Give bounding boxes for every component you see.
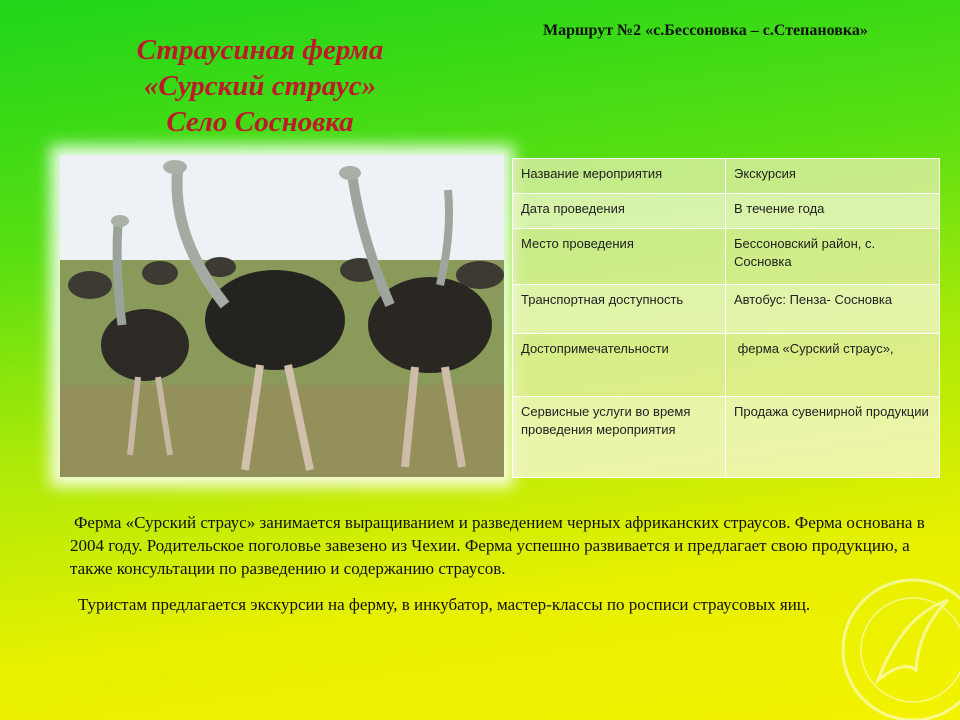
table-cell-label: Сервисные услуги во время проведения мероприятия	[513, 397, 726, 478]
route-heading: Маршрут №2 «с.Бессоновка – с.Степановка»	[543, 22, 868, 39]
table-cell-label: Место проведения	[513, 228, 726, 284]
table-cell-value: Продажа сувенирной продукции	[726, 397, 940, 478]
farm-description-text: Ферма «Сурский страус» занимается выращиванием и разведением черных африканских страусов. Ферма основана в 2004 году. Родительское поголовье завезено из Чехии. Ферма успешно развивается и предлагает свою продукцию, а также консультации по разведению и содержанию страусов.	[70, 513, 925, 578]
table-cell-value: Экскурсия	[726, 159, 940, 194]
title-line-1: Страусиная ферма	[136, 34, 384, 66]
table-cell-value: Автобус: Пенза- Сосновка	[726, 285, 940, 334]
table-cell-value: Бессоновский район, с. Сосновка	[726, 228, 940, 284]
table-row	[513, 228, 940, 284]
tourist-offer-text: Туристам предлагается экскурсии на ферму, в инкубатор, мастер-классы по росписи страусовых яиц.	[78, 595, 811, 614]
page-title	[90, 32, 430, 140]
table-row	[513, 159, 940, 194]
table-row	[513, 285, 940, 334]
table-row	[513, 334, 940, 397]
title-line-3: Село Сосновка	[166, 106, 354, 138]
table-cell-value: ферма «Сурский страус»,	[726, 334, 940, 397]
table-row	[513, 397, 940, 478]
table-cell-value: В течение года	[726, 193, 940, 228]
ostrich-photo	[60, 155, 504, 477]
farm-description	[70, 511, 940, 580]
table-cell-label: Название мероприятия	[513, 159, 726, 194]
title-line-2: «Сурский страус»	[143, 70, 377, 102]
table-row	[513, 193, 940, 228]
table-cell-label: Транспортная доступность	[513, 285, 726, 334]
watermark-emblem-icon	[818, 560, 960, 720]
event-info-table	[512, 158, 940, 478]
tourist-offer	[70, 593, 940, 616]
table-cell-label: Дата проведения	[513, 193, 726, 228]
table-cell-label: Достопримечательности	[513, 334, 726, 397]
